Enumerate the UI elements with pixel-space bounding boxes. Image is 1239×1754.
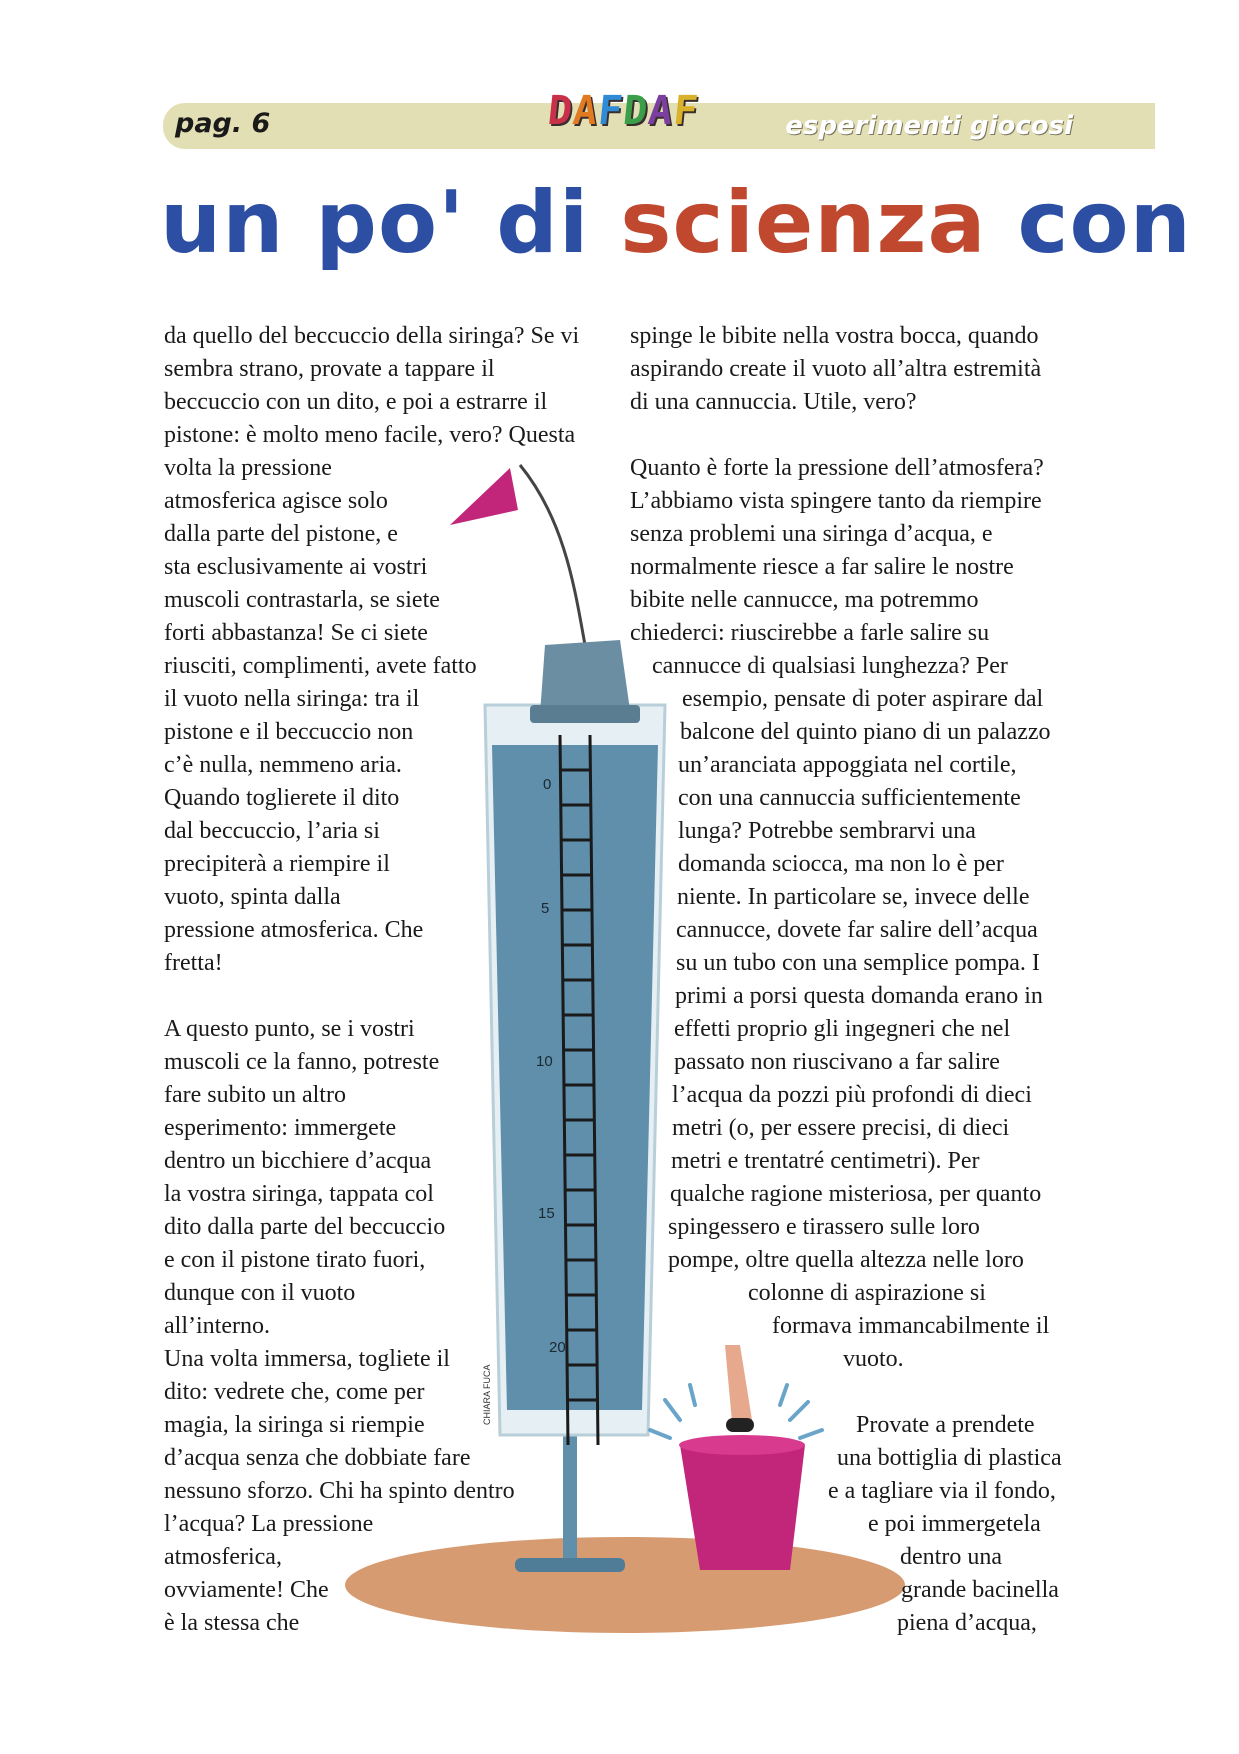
text-line: esempio, pensate di poter aspirare dal bbox=[682, 686, 1044, 712]
text-line: primi a porsi questa domanda erano in bbox=[675, 983, 1043, 1009]
text-line: A questo punto, se i vostri bbox=[164, 1016, 415, 1042]
logo-letter: D bbox=[545, 88, 576, 134]
text-line: una bottiglia di plastica bbox=[837, 1445, 1062, 1471]
text-line: e a tagliare via il fondo, bbox=[828, 1478, 1056, 1504]
text-line: riusciti, complimenti, avete fatto bbox=[164, 653, 477, 679]
text-line: metri e trentatré centimetri). Per bbox=[671, 1148, 980, 1174]
text-line: fretta! bbox=[164, 950, 223, 976]
bucket bbox=[680, 1445, 805, 1570]
title-part-2: scienza bbox=[620, 173, 987, 273]
text-line: fare subito un altro bbox=[164, 1082, 346, 1108]
text-line: c’è nulla, nemmeno aria. bbox=[164, 752, 402, 778]
text-line: la vostra siringa, tappata col bbox=[164, 1181, 434, 1207]
section-label: esperimenti giocosi bbox=[785, 111, 1073, 141]
text-line: dalla parte del pistone, e bbox=[164, 521, 398, 547]
text-line: nessuno sforzo. Chi ha spinto dentro bbox=[164, 1478, 515, 1504]
text-line: forti abbastanza! Se ci siete bbox=[164, 620, 428, 646]
text-line: d’acqua senza che dobbiate fare bbox=[164, 1445, 471, 1471]
text-line: balcone del quinto piano di un palazzo bbox=[680, 719, 1051, 745]
text-line: pistone: è molto meno facile, vero? Questa bbox=[164, 422, 576, 448]
title-part-3: con bbox=[1017, 173, 1192, 273]
text-line: pressione atmosferica. Che bbox=[164, 917, 424, 943]
text-line: dito: vedrete che, come per bbox=[164, 1379, 425, 1405]
text-line: su un tubo con una semplice pompa. I bbox=[676, 950, 1040, 976]
text-line: Quanto è forte la pressione dell’atmosfera? bbox=[630, 455, 1044, 481]
text-line: spingessero e tirassero sulle loro bbox=[668, 1214, 980, 1240]
text-line: vuoto, spinta dalla bbox=[164, 884, 341, 910]
text-line: è la stessa che bbox=[164, 1610, 300, 1636]
text-line: normalmente riesce a far salire le nostre bbox=[630, 554, 1014, 580]
nozzle-band bbox=[530, 705, 640, 723]
text-line: l’acqua da pozzi più profondi di dieci bbox=[672, 1082, 1032, 1108]
text-line: colonne di aspirazione si bbox=[748, 1280, 986, 1306]
text-line: Una volta immersa, togliete il bbox=[164, 1346, 450, 1372]
text-line: dentro una bbox=[900, 1544, 1002, 1570]
text-line: da quello del beccuccio della siringa? Se vi bbox=[164, 323, 580, 349]
text-line: lunga? Potrebbe sembrarvi una bbox=[678, 818, 976, 844]
text-line: con una cannuccia sufficientemente bbox=[678, 785, 1021, 811]
logo-letter: A bbox=[645, 88, 676, 134]
text-line: aspirando create il vuoto all’altra estremità bbox=[630, 356, 1042, 382]
page-number: pag. 6 bbox=[175, 108, 271, 139]
text-line: atmosferica agisce solo bbox=[164, 488, 388, 514]
illustrator-credit: CHIARA FUCA bbox=[482, 1364, 492, 1425]
text-line: all’interno. bbox=[164, 1313, 270, 1339]
text-line: un’aranciata appoggiata nel cortile, bbox=[678, 752, 1017, 778]
title-part-1: un po' di bbox=[160, 173, 590, 273]
text-line: esperimento: immergete bbox=[164, 1115, 397, 1141]
scale-label: 0 bbox=[543, 776, 552, 793]
text-line: l’acqua? La pressione bbox=[164, 1511, 374, 1537]
text-line: sta esclusivamente ai vostri bbox=[164, 554, 428, 580]
text-line: bibite nelle cannucce, ma potremmo bbox=[630, 587, 979, 613]
text-line: ovviamente! Che bbox=[164, 1577, 329, 1603]
text-line: spinge le bibite nella vostra bocca, quando bbox=[630, 323, 1039, 349]
text-line: magia, la siringa si riempie bbox=[164, 1412, 425, 1438]
text-line: grande bacinella bbox=[901, 1577, 1059, 1603]
text-line: Quando toglierete il dito bbox=[164, 785, 400, 811]
text-line: chiederci: riuscirebbe a farle salire su bbox=[630, 620, 990, 646]
text-line: volta la pressione bbox=[164, 455, 332, 481]
text-line: pompe, oltre quella altezza nelle loro bbox=[668, 1247, 1024, 1273]
text-line: dito dalla parte del beccuccio bbox=[164, 1214, 446, 1240]
text-line: e poi immergetela bbox=[868, 1511, 1041, 1537]
text-line: sembra strano, provate a tappare il bbox=[164, 356, 495, 382]
logo-letter: D bbox=[620, 88, 651, 134]
text-line: cannucce, dovete far salire dell’acqua bbox=[676, 917, 1038, 943]
text-line: vuoto. bbox=[843, 1346, 904, 1372]
diving-kid bbox=[725, 1345, 754, 1432]
text-line: Provate a prendete bbox=[856, 1412, 1035, 1438]
plunger-base bbox=[515, 1558, 625, 1572]
scale-label: 15 bbox=[538, 1205, 555, 1222]
text-line: niente. In particolare se, invece delle bbox=[677, 884, 1030, 910]
text-line: cannucce di qualsiasi lunghezza? Per bbox=[652, 653, 1008, 679]
text-line: piena d’acqua, bbox=[897, 1610, 1037, 1636]
text-line: muscoli ce la fanno, potreste bbox=[164, 1049, 440, 1075]
text-line: metri (o, per essere precisi, di dieci bbox=[672, 1115, 1010, 1141]
floor-shadow bbox=[345, 1537, 905, 1633]
flag-icon bbox=[450, 468, 518, 525]
text-line: di una cannuccia. Utile, vero? bbox=[630, 389, 917, 415]
syringe-nozzle bbox=[540, 640, 630, 714]
text-line: atmosferica, bbox=[164, 1544, 282, 1570]
scale-label: 5 bbox=[541, 900, 550, 917]
text-line: senza problemi una siringa d’acqua, e bbox=[630, 521, 993, 547]
text-line: dunque con il vuoto bbox=[164, 1280, 356, 1306]
text-line: domanda sciocca, ma non lo è per bbox=[678, 851, 1004, 877]
text-line: pistone e il beccuccio non bbox=[164, 719, 414, 745]
logo-letter: F bbox=[671, 88, 701, 134]
text-line: muscoli contrastarla, se siete bbox=[164, 587, 440, 613]
text-line: e con il pistone tirato fuori, bbox=[164, 1247, 426, 1273]
text-line: formava immancabilmente il bbox=[772, 1313, 1050, 1339]
logo-letter: F bbox=[595, 88, 626, 134]
syringe-water bbox=[492, 745, 658, 1410]
scale-label: 20 bbox=[549, 1339, 566, 1356]
text-line: dal beccuccio, l’aria si bbox=[164, 818, 380, 844]
logo-letter: A bbox=[570, 88, 601, 134]
bucket-rim bbox=[679, 1435, 805, 1455]
text-line: dentro un bicchiere d’acqua bbox=[164, 1148, 432, 1174]
needle-wire bbox=[520, 465, 585, 645]
text-line: passato non riuscivano a far salire bbox=[674, 1049, 1000, 1075]
text-line: beccuccio con un dito, e poi a estrarre il bbox=[164, 389, 548, 415]
text-line: qualche ragione misteriosa, per quanto bbox=[670, 1181, 1042, 1207]
scale-label: 10 bbox=[536, 1053, 553, 1070]
text-line: il vuoto nella siringa: tra il bbox=[164, 686, 420, 712]
plunger-rod bbox=[563, 1425, 577, 1570]
text-line: precipiterà a riempire il bbox=[164, 851, 390, 877]
text-line: L’abbiamo vista spingere tanto da riempire bbox=[630, 488, 1042, 514]
text-line: effetti proprio gli ingegneri che nel bbox=[674, 1016, 1011, 1042]
